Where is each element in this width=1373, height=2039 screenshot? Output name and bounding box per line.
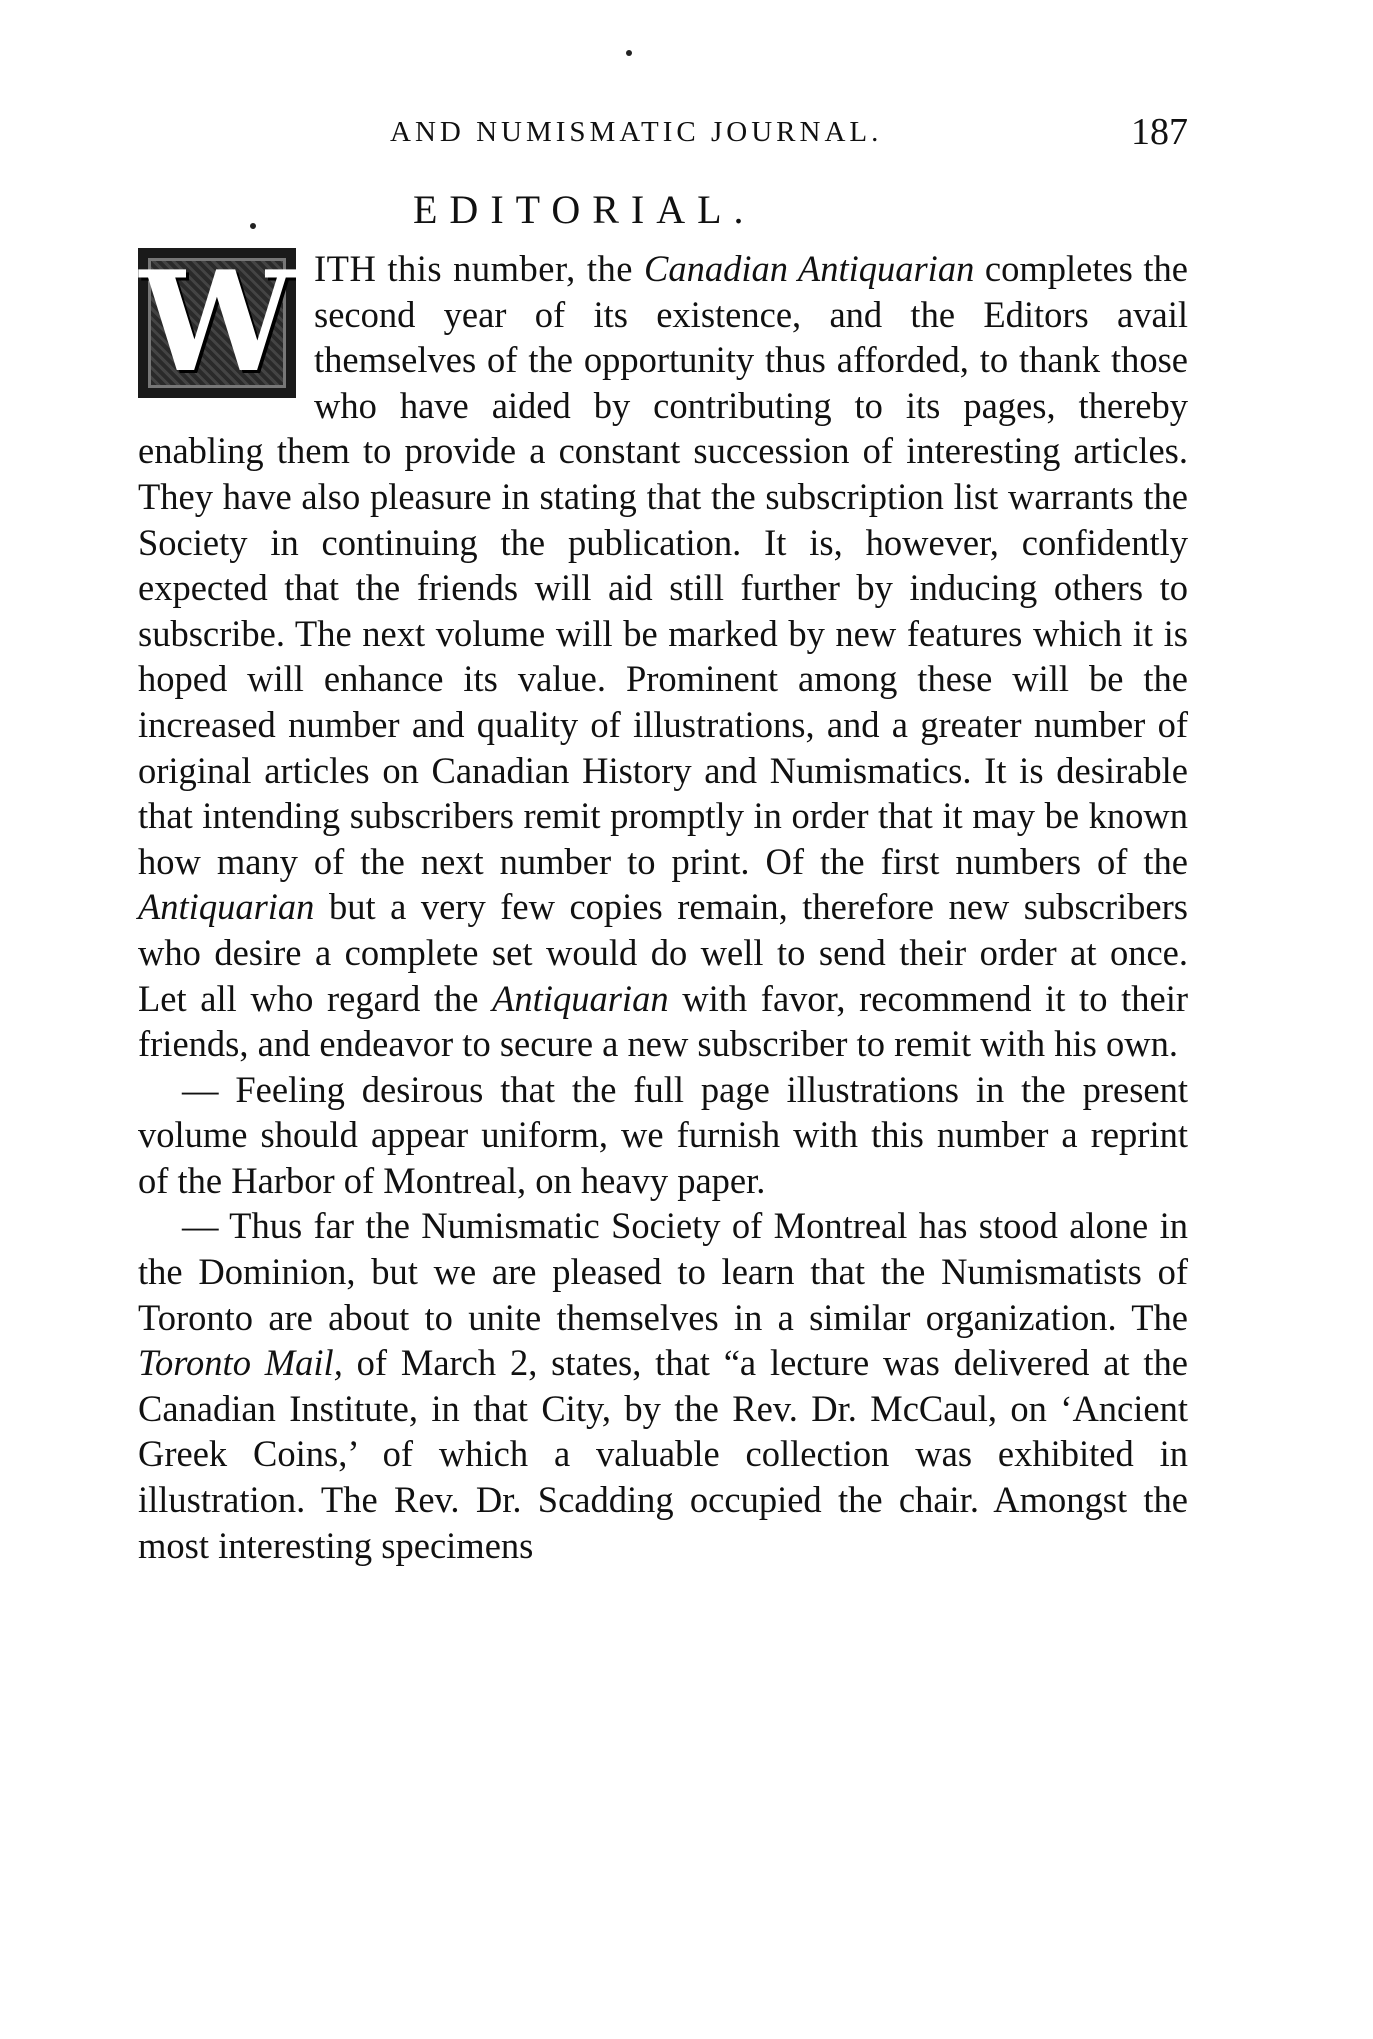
paragraph-3-text-continued: of March 2, states, that “a lecture was delivered at the Canadian Institute, in that City, by the Rev. Dr. McCaul, on ‘Ancient Greek Coins,’ of which a valuable collection was exhibited in illustration. The Rev. Dr. Scadding occupied the chair. Amongst the most interesting specimens bbox=[138, 1342, 1188, 1566]
article-body bbox=[138, 246, 1188, 1568]
paragraph-3-text: — Thus far the Numismatic Society of Montreal has stood alone in the Dominion, but we are pleased to learn that the Numismatists of Toronto are about to unite themselves in a similar organization. The bbox=[138, 1205, 1188, 1338]
paragraph-2: — Feeling desirous that the full page illustrations in the present volume should appear uniform, we furnish with this number a reprint of the Harbor of Montreal, on heavy paper. bbox=[138, 1068, 1188, 1201]
page-header bbox=[138, 110, 1188, 160]
journal-title-italic: Canadian Antiquarian bbox=[644, 248, 975, 289]
paragraph-1 bbox=[138, 246, 1188, 1067]
page-number: 187 bbox=[1131, 111, 1188, 153]
heading-ornament-dot bbox=[250, 223, 256, 229]
decorated-initial bbox=[138, 248, 296, 398]
paragraph-1-lead: ITH this number, the bbox=[314, 248, 645, 289]
initial-letter: W bbox=[139, 248, 295, 398]
paragraph-1-text-end: with favor, recommend it to their friends, and endeavor to secure a new subscriber to remit with his own. bbox=[138, 977, 1189, 1065]
newspaper-title-italic: Toronto Mail, bbox=[138, 1342, 343, 1384]
page-speck bbox=[626, 50, 632, 56]
section-heading: EDITORIAL. bbox=[413, 187, 756, 232]
running-title: AND NUMISMATIC JOURNAL. bbox=[390, 116, 883, 148]
antiquarian-italic: Antiquarian bbox=[138, 886, 315, 928]
paragraph-1-text-continued: but a very few copies remain, therefore new subscribers who desire a complete set would do well to send their order at once. Let all who regard the bbox=[138, 886, 1188, 1019]
paragraph-1-text: completes the second year of its existence, and the Editors avail themselves of the opportunity thus afforded, to thank those who have aided by contributing to its pages, thereby enabling them to provide a constant succession of interesting articles. They have also pleasure in stating that the subscription list warrants the Society in continuing the publication. It is, however, confidently expected that the friends will aid still further by inducing others to subscribe. The next volume will be marked by new features which it is hoped will enhance its value. Prominent among these will be the increased number and quality of illustrations, and a greater number of original articles on Canadian History and Numismatics. It is desirable that intending subscribers remit promptly in order that it may be known how many of the next number to print. Of the first numbers of the bbox=[138, 248, 1189, 882]
paragraph-3 bbox=[138, 1203, 1188, 1568]
antiquarian-italic: Antiquarian bbox=[492, 977, 669, 1019]
